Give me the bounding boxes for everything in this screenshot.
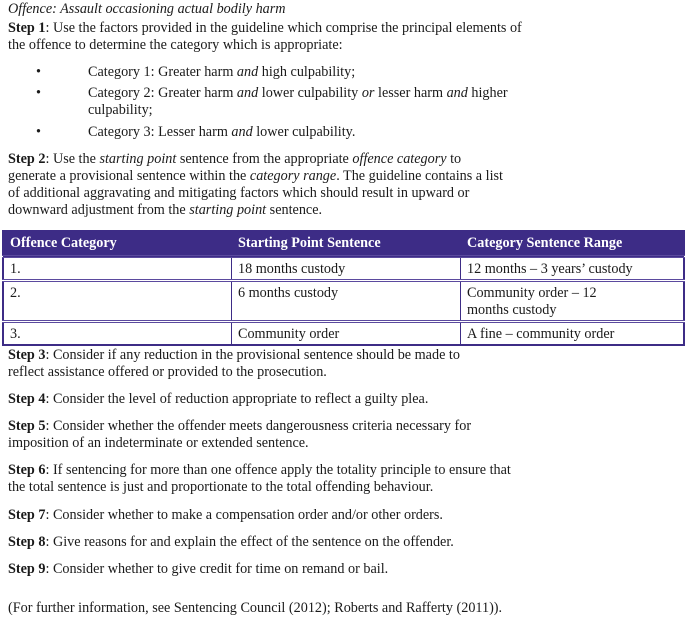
- table-row: [3, 281, 684, 322]
- text-part: lesser harm: [374, 85, 447, 101]
- text-part-italic: and: [231, 124, 253, 140]
- text-part: Category 2: Greater harm: [88, 85, 237, 101]
- text-part-italic: or: [361, 85, 375, 101]
- column-header-category-range: Category Sentence Range: [461, 231, 685, 257]
- bullet-icon: •: [36, 124, 41, 140]
- cell-category-range: Community order – 12 months custody: [461, 281, 685, 322]
- cell-starting-point: Community order: [232, 322, 461, 346]
- step-4-label: Step 4: [8, 391, 46, 407]
- text-part-italic: and: [446, 85, 468, 101]
- step-8-text: : Give reasons for and explain the effect of the sentence on the offender.: [45, 534, 454, 550]
- step-6-label: Step 6: [8, 462, 46, 478]
- column-header-offence-category: Offence Category: [3, 231, 232, 257]
- step-3-text: : Consider if any reduction in the provisional sentence should be made to reflect assistance offered or provided to the prosecution.: [8, 347, 460, 380]
- text-part: Category 1: Greater harm: [88, 64, 237, 80]
- category-1-text: [88, 64, 508, 81]
- text-part: to generate a provisional sentence within the: [8, 151, 462, 184]
- cell-starting-point: 6 months custody: [232, 281, 461, 322]
- category-2-text: [88, 85, 513, 119]
- step-7-paragraph: [8, 507, 523, 524]
- text-part: high culpability;: [258, 64, 356, 80]
- cell-starting-point: 18 months custody: [232, 257, 461, 281]
- category-3-text: [88, 124, 508, 141]
- step-8-paragraph: [8, 534, 523, 551]
- step-1-text: : Use the factors provided in the guideline which comprise the principal elements of the offence to determine the category which is appropriate:: [8, 20, 522, 53]
- offence-title: Offence: Assault occasioning actual bodily harm: [8, 1, 286, 17]
- step-7-label: Step 7: [8, 507, 46, 523]
- step-6-paragraph: [8, 462, 523, 496]
- cell-offence-category: 1.: [3, 257, 232, 281]
- step-9-label: Step 9: [8, 561, 46, 577]
- table-row: [3, 322, 684, 346]
- cell-offence-category: 3.: [3, 322, 232, 346]
- step-1-label: Step 1: [8, 20, 46, 36]
- text-part-italic: starting point: [99, 151, 177, 167]
- cell-category-range: 12 months – 3 years’ custody: [461, 257, 685, 281]
- text-part: : Use the: [45, 151, 100, 167]
- step-3-label: Step 3: [8, 347, 46, 363]
- step-1-paragraph: [8, 20, 523, 54]
- text-part-italic: and: [236, 64, 259, 80]
- cell-offence-category: 2.: [3, 281, 232, 322]
- text-part-italic: starting point: [189, 202, 267, 218]
- step-9-paragraph: [8, 561, 523, 578]
- sentencing-table: [2, 230, 685, 346]
- column-header-starting-point: Starting Point Sentence: [232, 231, 461, 257]
- bullet-icon: •: [36, 64, 41, 80]
- step-2-label: Step 2: [8, 151, 46, 167]
- step-9-text: : Consider whether to give credit for time on remand or bail.: [45, 561, 389, 577]
- text-part-italic: and: [236, 85, 259, 101]
- step-2-paragraph: [8, 151, 508, 219]
- table-row: [3, 257, 684, 281]
- step-5-paragraph: [8, 418, 523, 452]
- footnote: (For further information, see Sentencing Council (2012); Roberts and Rafferty (2011)).: [8, 600, 503, 616]
- bullet-icon: •: [36, 85, 41, 101]
- step-4-text: : Consider the level of reduction appropriate to reflect a guilty plea.: [45, 391, 429, 407]
- step-7-text: : Consider whether to make a compensation order and/or other orders.: [45, 507, 443, 523]
- text-part: Category 3: Lesser harm: [88, 124, 232, 140]
- text-part: sentence.: [266, 202, 323, 218]
- step-6-text: : If sentencing for more than one offence apply the totality principle to ensure that the total sentence is just and proportionate to the total offending behaviour.: [8, 462, 511, 495]
- text-part: . The guideline contains a list of additional aggravating and mitigating factors which should result in upward or downward adjustment from the: [8, 168, 503, 218]
- step-4-paragraph: [8, 391, 523, 408]
- cell-category-range: A fine – community order: [461, 322, 685, 346]
- text-part: lower culpability.: [252, 124, 356, 140]
- step-8-label: Step 8: [8, 534, 46, 550]
- step-3-paragraph: [8, 347, 498, 381]
- text-part-italic: category range: [249, 168, 337, 184]
- table-header-row: [3, 231, 684, 257]
- text-part: lower culpability: [258, 85, 362, 101]
- text-part: higher culpability;: [88, 85, 508, 118]
- step-5-label: Step 5: [8, 418, 46, 434]
- step-5-text: : Consider whether the offender meets dangerousness criteria necessary for imposition of an indeterminate or extended sentence.: [8, 418, 472, 451]
- text-part-italic: offence category: [352, 151, 447, 167]
- text-part: sentence from the appropriate: [176, 151, 353, 167]
